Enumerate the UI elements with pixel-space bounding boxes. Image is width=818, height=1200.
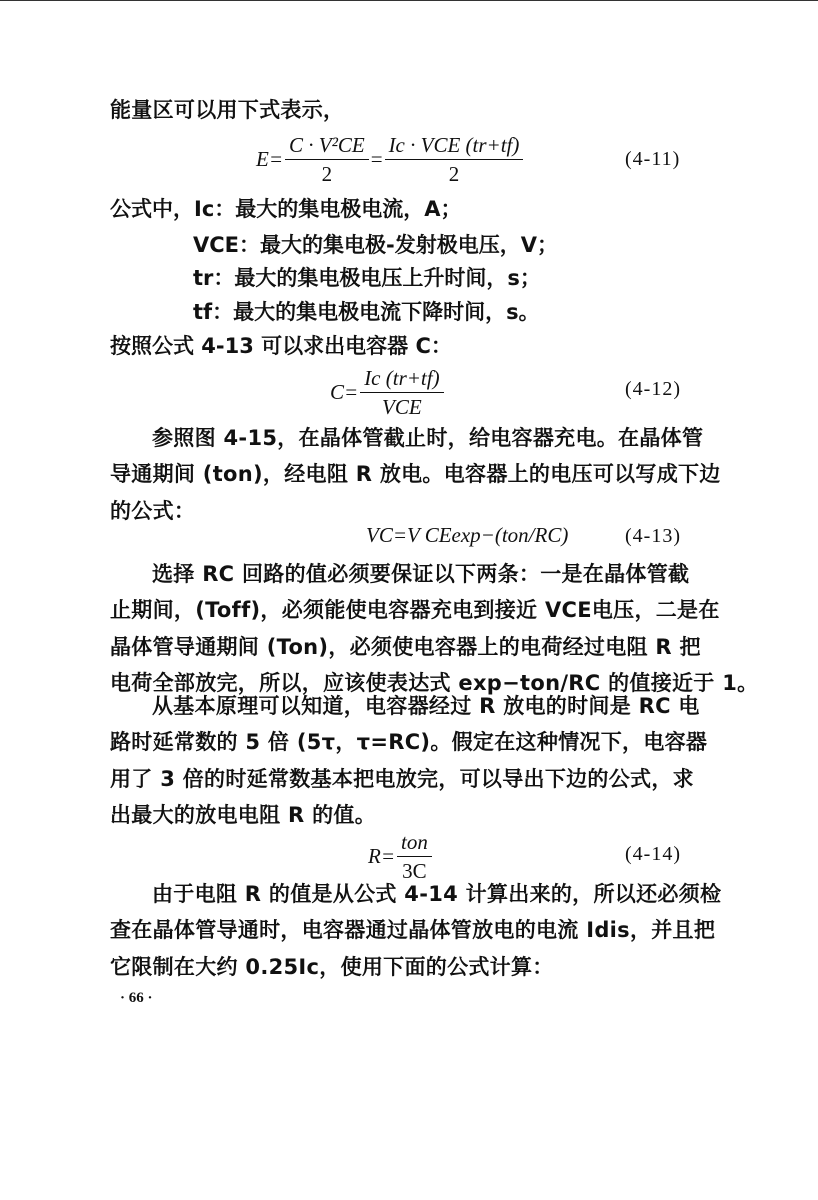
text-line: 出最大的放电电阻 R 的值。	[110, 803, 376, 828]
equation-number: (4-13)	[625, 525, 681, 547]
text-line: 晶体管导通期间 (Ton)，必须使电容器上的电荷经过电阻 R 把	[110, 634, 701, 659]
text-line: 由于电阻 R 的值是从公式 4-14 计算出来的，所以还必须检	[152, 882, 722, 906]
eq-lhs: C=	[330, 380, 359, 404]
definition-line: tr：最大的集电极电压上升时间，s；	[193, 266, 541, 290]
text-line: 电荷全部放完，所以，应该使表达式 exp−ton/RC 的值接近于 1。	[110, 671, 759, 696]
fraction	[360, 366, 443, 419]
text-line: 用了 3 倍的时延常数基本把电放完，可以导出下边的公式，求	[110, 766, 694, 791]
numerator: C · V²CE	[285, 133, 369, 160]
definition-line: 公式中，Ic：最大的集电极电流，A；	[110, 197, 462, 221]
page-number: · 66 ·	[120, 990, 153, 1006]
text-line: 它限制在大约 0.25Ic，使用下面的公式计算：	[110, 954, 554, 979]
eq-lhs: E=	[256, 147, 283, 171]
eq-sign: =	[370, 147, 383, 171]
intro-line	[110, 92, 688, 128]
paragraph-1	[110, 420, 721, 529]
equation-number: (4-11)	[625, 148, 681, 170]
top-border	[0, 0, 818, 1]
denominator: VCE	[382, 395, 422, 419]
definition-line: tf：最大的集电极电流下降时间，s。	[193, 300, 540, 324]
denominator: 2	[448, 162, 460, 186]
definition-line: 按照公式 4-13 可以求出电容器 C：	[110, 334, 452, 358]
equation-number: (4-12)	[625, 378, 681, 400]
text-line: 从基本原理可以知道，电容器经过 R 放电的时间是 RC 电	[152, 694, 700, 718]
text-line: 路时延常数的 5 倍 (5τ，τ=RC)。假定在这种情况下，电容器	[110, 730, 708, 755]
equation-4-12	[330, 366, 446, 419]
paragraph-4	[110, 876, 722, 985]
text-line: 选择 RC 回路的值必须要保证以下两条：一是在晶体管截	[152, 562, 690, 586]
numerator: ton	[397, 830, 432, 857]
text-line: 参照图 4-15，在晶体管截止时，给电容器充电。在晶体管	[152, 426, 704, 450]
numerator: Ic · VCE (tr+tf)	[385, 133, 524, 160]
denominator: 2	[321, 162, 333, 186]
text-line: 的公式：	[110, 498, 196, 523]
definition-line: VCE：最大的集电极-发射极电压，V；	[193, 233, 558, 257]
text-line: 能量区可以用下式表示，	[110, 98, 345, 122]
equation-4-11	[256, 133, 525, 186]
eq-lhs: R=	[368, 844, 395, 868]
fraction	[385, 133, 524, 186]
fraction	[285, 133, 369, 186]
text-line: 查在晶体管导通时，电容器通过晶体管放电的电流 Idis，并且把	[110, 918, 716, 943]
text-line: 导通期间 (ton)，经电阻 R 放电。电容器上的电压可以写成下边	[110, 462, 721, 487]
text-line: 止期间，(Toff)，必须能使电容器充电到接近 VCE电压，二是在	[110, 598, 720, 623]
numerator: Ic (tr+tf)	[360, 366, 443, 393]
denominator: 3C	[402, 859, 427, 883]
equation-4-13: VC=V CEexp−(ton/RC)	[366, 523, 569, 547]
equation-number: (4-14)	[625, 843, 681, 865]
paragraph-3	[110, 688, 708, 834]
paragraph-2	[110, 556, 759, 702]
